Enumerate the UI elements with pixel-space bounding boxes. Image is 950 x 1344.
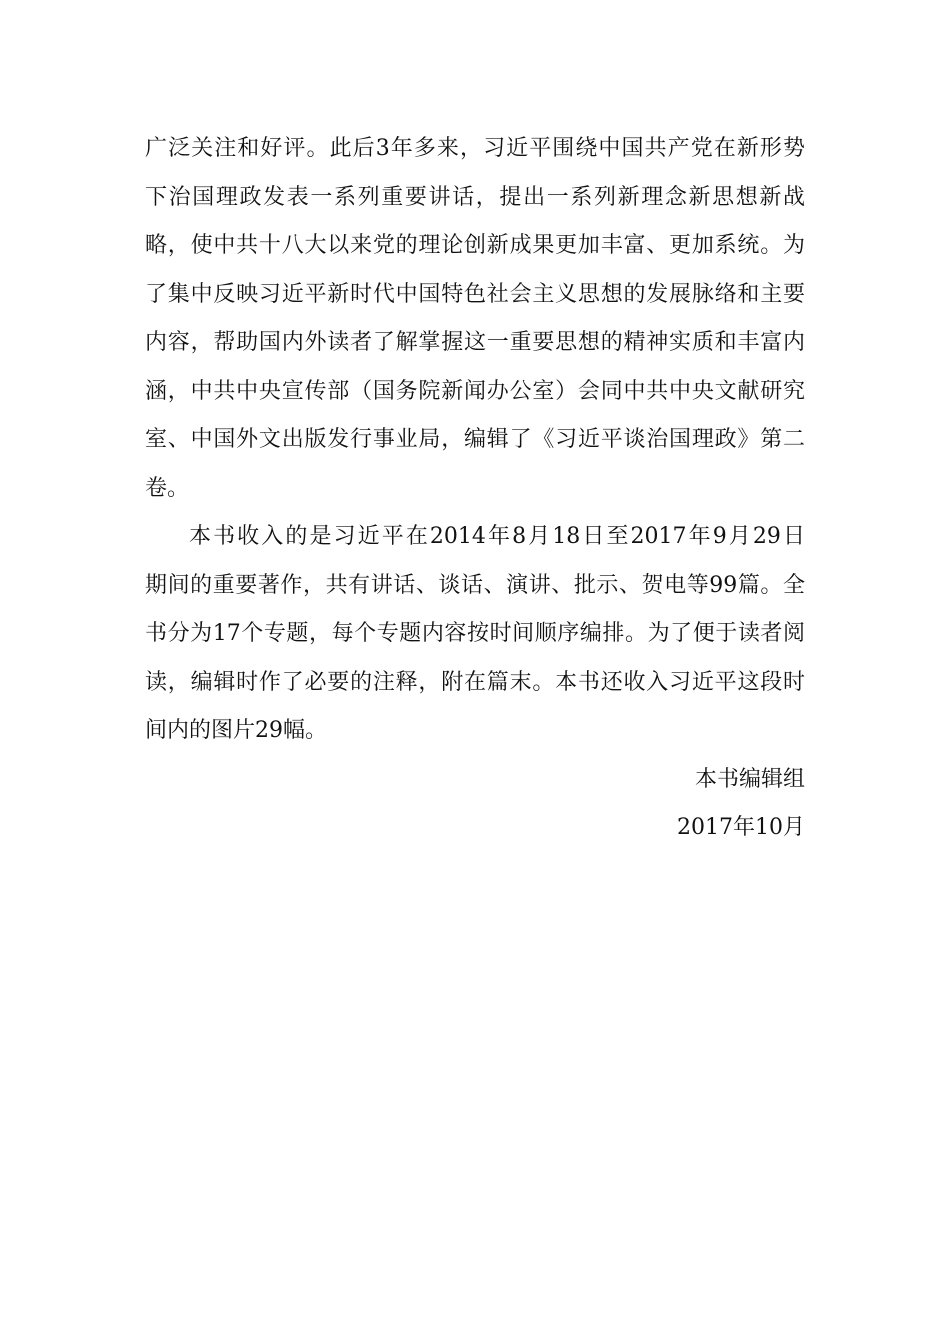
text-line: 本书收入的是习近平在2014年8月18日至2017年9月29日 bbox=[189, 524, 805, 549]
paragraph-1 bbox=[145, 125, 805, 513]
text-line: 卷。 bbox=[145, 475, 190, 501]
text-line: 期间的重要著作，共有讲话、谈话、演讲、批示、贺电等99篇。全 bbox=[145, 572, 805, 598]
signature: 本书编辑组 bbox=[694, 766, 805, 792]
text-line: 读，编辑时作了必要的注释，附在篇末。本书还收入习近平这段时 bbox=[145, 669, 805, 695]
text-line: 内容，帮助国内外读者了解掌握这一重要思想的精神实质和丰富内 bbox=[145, 330, 805, 355]
text-line: 了集中反映习近平新时代中国特色社会主义思想的发展脉络和主要 bbox=[145, 281, 805, 307]
text-line: 室、中国外文出版发行事业局，编辑了《习近平谈治国理政》第二 bbox=[145, 427, 805, 452]
paragraph-2 bbox=[145, 513, 805, 756]
text-line: 书分为17个专题，每个专题内容按时间顺序编排。为了便于读者阅 bbox=[145, 621, 805, 646]
date: 2017年10月 bbox=[677, 815, 805, 840]
text-line: 下治国理政发表一系列重要讲话，提出一系列新理念新思想新战 bbox=[145, 184, 805, 210]
text-line: 涵，中共中央宣传部（国务院新闻办公室）会同中共中央文献研究 bbox=[145, 378, 805, 404]
text-line: 略，使中共十八大以来党的理论创新成果更加丰富、更加系统。为 bbox=[145, 233, 805, 258]
text-line: 广泛关注和好评。此后3年多来，习近平围绕中国共产党在新形势 bbox=[145, 136, 805, 161]
preface-text bbox=[145, 125, 805, 853]
text-line: 间内的图片29幅。 bbox=[145, 718, 327, 743]
